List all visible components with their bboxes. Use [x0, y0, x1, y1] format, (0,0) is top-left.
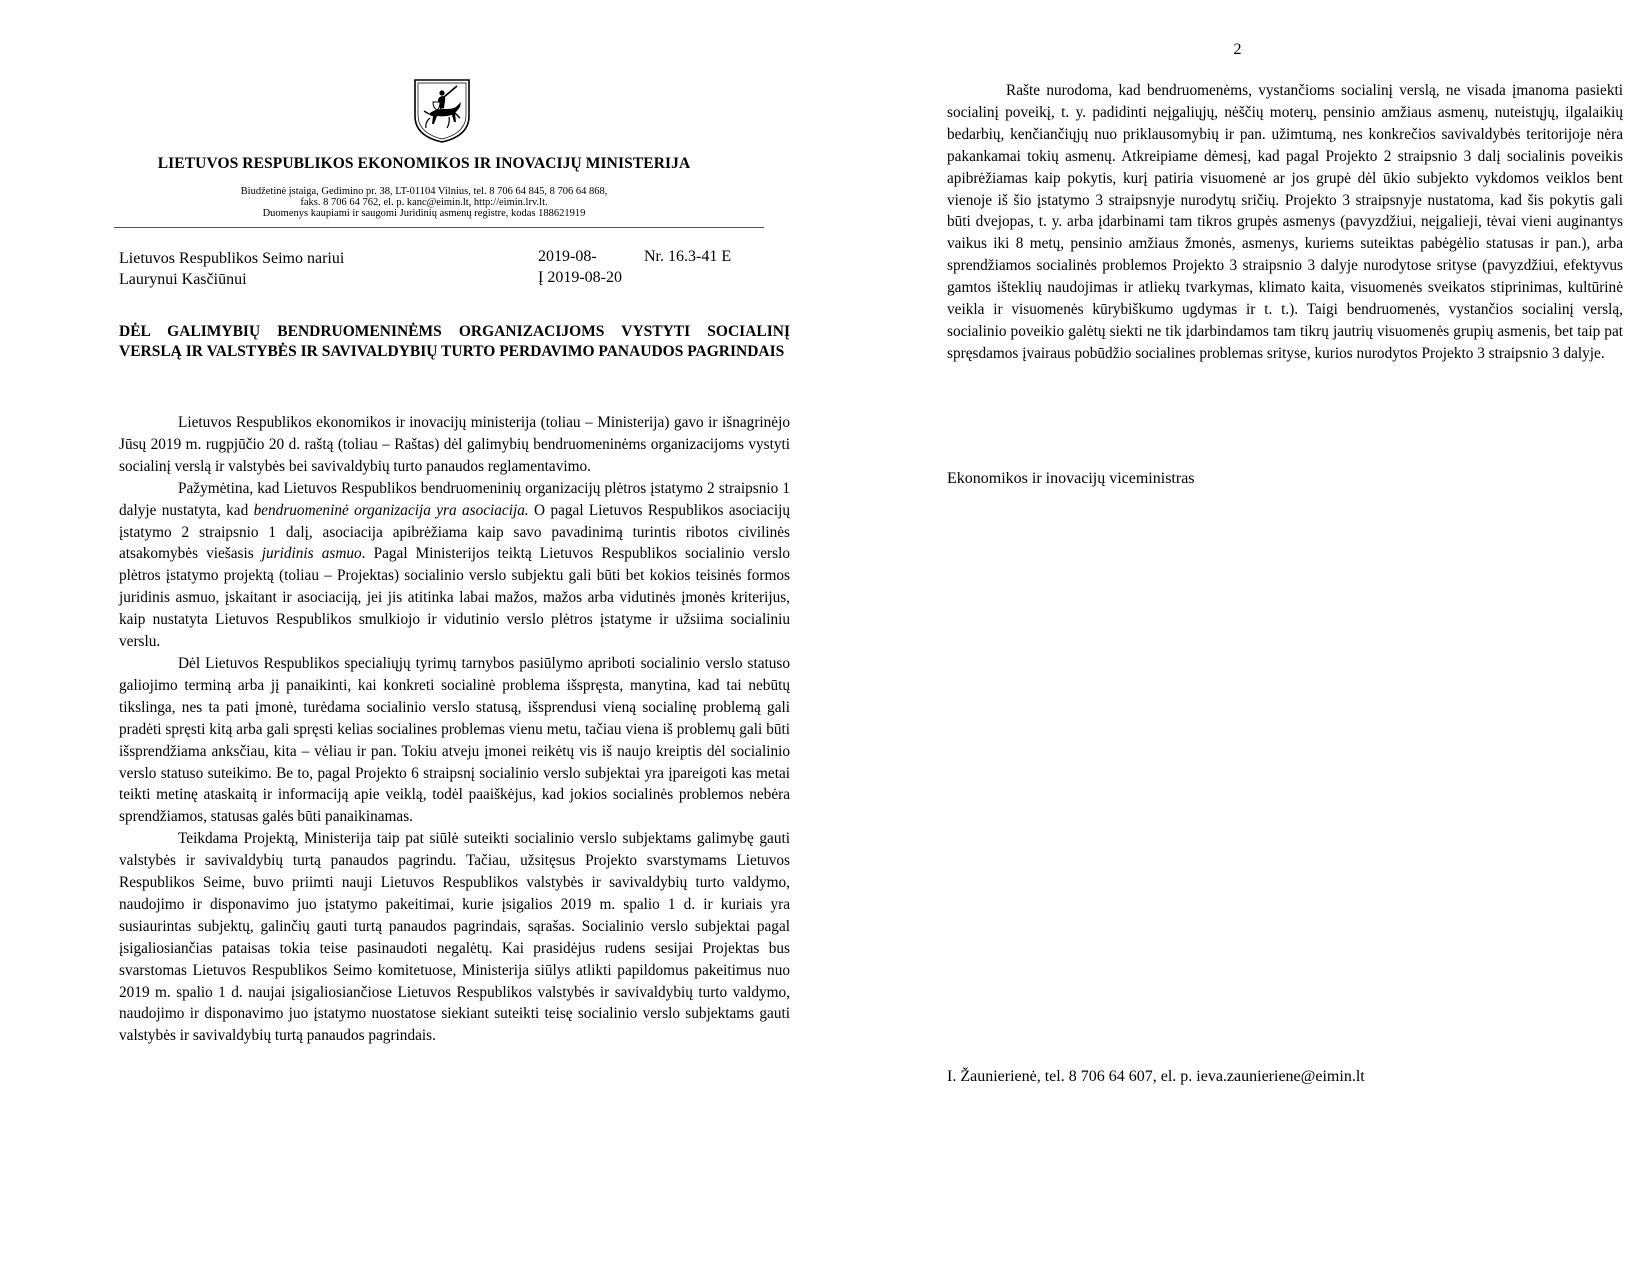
document-number: Nr. 16.3-41 E: [644, 248, 732, 265]
signatory-title: Ekonomikos ir inovacijų viceministras: [947, 470, 1195, 487]
document-date-block: [538, 246, 622, 288]
body-paragraph: Teikdama Projektą, Ministerija taip pat siūlė suteikti socialinio verslo subjektams galimybę gauti valstybės ir savivaldybių turtą panaudos pagrindu. Tačiau, užsitęsus Projekto svarstymams Lietuvos Respublikos Seime, buvo priimti nauji Lietuvos Respublikos valstybės ir savivaldybių turto valdymo, naudojimo ir disponavimo juo įstatymo pakeitimai, kurie įsigalios 2019 m. spalio 1 d. ir kuriais yra susiaurintas subjektų, galinčių gauti turtą panaudos pagrindais, sąrašas. Socialinio verslo subjektai pagal įsigaliosiančias pataisas tokia teise pasinaudoti negalėtų. Kai prasidėjus rudens sesijai Projektas bus svarstomas Lietuvos Respublikos Seimo komitetuose, Ministerija siūlys atlikti papildomus pakeitimus nuo 2019 m. spalio 1 d. naujai įsigaliosiančiose Lietuvos Respublikos valstybės ir savivaldybių turto valdymo, naudojimo ir disponavimo juo įstatymo nuostatose siekiant suteikti teisę socialinio verslo subjektams gauti valstybės ir savivaldybių turtą panaudos pagrindais.: [119, 830, 790, 1045]
recipient-name: Laurynui Kasčiūnui: [119, 271, 247, 288]
organization-info: [118, 186, 730, 219]
body-paragraph: Pažymėtina, kad Lietuvos Respublikos bendruomeninių organizacijų plėtros įstatymo 2 straipsnio 1 dalyje nustatyta, kad bendruomeninė organizacija yra asociacija. O pagal Lietuvos Respublikos asociacijų įstatymo 2 straipsnio 1 dalį, asociacija apibrėžiama kaip savo pavadinimą turintis ribotos civilinės atsakomybės viešasis juridinis asmuo. Pagal Ministerijos teiktą Lietuvos Respublikos socialinio verslo plėtros įstatymo projektą (toliau – Projektas) socialinio verslo subjektu gali būti bet kokios teisinės formos juridinis asmuo, įskaitant ir asociaciją, jei jis atitinka labai mažos, mažos arba vidutinės įmonės kriterijus, kaip nustatyta Lietuvos Respublikos smulkiojo ir vidutinio verslo plėtros įstatyme ir užsiima socialiniu verslu.: [119, 479, 791, 651]
letter-body-continued: [947, 80, 1623, 365]
org-info-line: faks. 8 706 64 762, el. p. kanc@eimin.lt, http://eimin.lrv.lt.: [300, 197, 548, 208]
body-paragraph: Dėl Lietuvos Respublikos specialiųjų tyrimų tarnybos pasiūlymo apriboti socialinio verslo statuso galiojimo terminą arba jį panaikinti, kai konkreti socialinė problema išspręsta, manytina, kad tai nebūtų tikslinga, nes ta pati įmonė, turėdama socialinio verslo statusą, išsprendusi vieną socialinę problemą gali pradėti spręsti kitą arba gali spręsti kelias socialines problemas vienu metu, tačiau viena iš problemų gali būti išsprendžiama anksčiau, kita – vėliau ir pan. Tokiu atveju įmonei reikėtų vis iš naujo kreiptis dėl socialinio verslo statuso suteikimo. Be to, pagal Projekto 6 straipsnį socialinio verslo subjektai yra įpareigoti kas metai teikti metinę ataskaitą ir informaciją apie veiklą, todėl paaiškėjus, kad jokios socialinės problemos nebėra sprendžiamos, statusas galės būti panaikinamas.: [119, 654, 790, 826]
header-divider: [114, 227, 764, 228]
page-number: 2: [1233, 41, 1242, 58]
org-info-line: Biudžetinė įstaiga, Gedimino pr. 38, LT-01104 Vilnius, tel. 8 706 64 845, 8 706 64 868,: [240, 186, 608, 197]
italic-term: juridinis asmuo: [261, 545, 362, 563]
letter-body: [119, 412, 790, 1047]
body-paragraph: Rašte nurodoma, kad bendruomenėms, vystančioms socialinį verslą, ne visada įmanoma pasiekti socialinį poveikį, t. y. padidinti neįgaliųjų, nėščių moterų, pensinio amžiaus asmenų, nuteistųjų, ilgalaikių bedarbių, kenčiančiųjų nuo priklausomybių ir pan. užimtumą, nes konkrečios savivaldybės teritorijoje nėra pakankamai tokių asmenų. Atkreipiame dėmesį, kad pagal Projekto 2 straipsnio 3 dalį socialinis poveikis apibrėžiamas kaip pokytis, kurį patiria visuomenė ar jos grupė dėl ūkio subjekto vykdomos veiklos bent vienoje iš šio įstatymo 3 straipsnyje nurodytų sričių. Projekto 3 straipsnyje nustatoma, kad šis pokytis gali būti dvejopas, t. y. arba įdarbinami tam tikros grupės asmenys (pavyzdžiui, neįgalieji, tėvai vieni auginantys vaikus iki 8 metų, pensinio amžiaus žmonės, asmenys, kuriems suteiktas pabėgėlio statusas ir pan.), arba sprendžiamos socialinės problemos Projekto 3 straipsnio 3 dalyje nurodytose srityse (pavyzdžiui, efektyvus gamtos išteklių naudojimas ir atliekų tvarkymas, klimato kaita, visuomenės sveikatos stiprinimas, kultūrinė veikla ir visuomenės kūrybiškumo ugdymas ir t. t.). Taigi bendruomenės, vystančios socialinį verslą, socialinio poveikio galėtų siekti ne tik įdarbindamos tam tikrų jautrių visuomenės grupių asmenis, bet taip pat spręsdamos įvairaus pobūdžio socialines problemas srityse, kurios nurodytos Projekto 3 straipsnio 3 dalyje.: [947, 82, 1623, 362]
vytis-coat-of-arms-icon: [413, 78, 471, 144]
org-info-line: Duomenys kaupiami ir saugomi Juridinių asmenų registre, kodas 188621919: [262, 208, 586, 219]
recipient-position: Lietuvos Respublikos Seimo nariui: [119, 250, 345, 267]
letter-subject: DĖL GALIMYBIŲ BENDRUOMENINĖMS ORGANIZACIJOMS VYSTYTI SOCIALINĮ VERSLĄ IR VALSTYBĖS IR SAVIVALDYBIŲ TURTO PERDAVIMO PANAUDOS PAGRINDAIS: [119, 323, 790, 360]
letter-page-2: [825, 0, 1650, 1275]
reply-to-date: Į 2019-08-20: [538, 269, 622, 286]
ministry-name: LIETUVOS RESPUBLIKOS EKONOMIKOS IR INOVACIJŲ MINISTERIJA: [157, 155, 691, 172]
recipient-block: [119, 248, 344, 290]
body-paragraph: Lietuvos Respublikos ekonomikos ir inovacijų ministerija (toliau – Ministerija) gavo ir išnagrinėjo Jūsų 2019 m. rugpjūčio 20 d. raštą (toliau – Raštas) dėl galimybių bendruomeninėms organizacijoms vystyti socialinį verslą ir valstybės bei savivaldybių turto panaudos reglamentavimo.: [119, 414, 790, 475]
contact-info: I. Žaunierienė, tel. 8 706 64 607, el. p. ieva.zaunieriene@eimin.lt: [947, 1068, 1365, 1085]
document-date: 2019-08-: [538, 248, 597, 265]
italic-term: bendruomeninė organizacija yra asociacija.: [253, 501, 529, 519]
